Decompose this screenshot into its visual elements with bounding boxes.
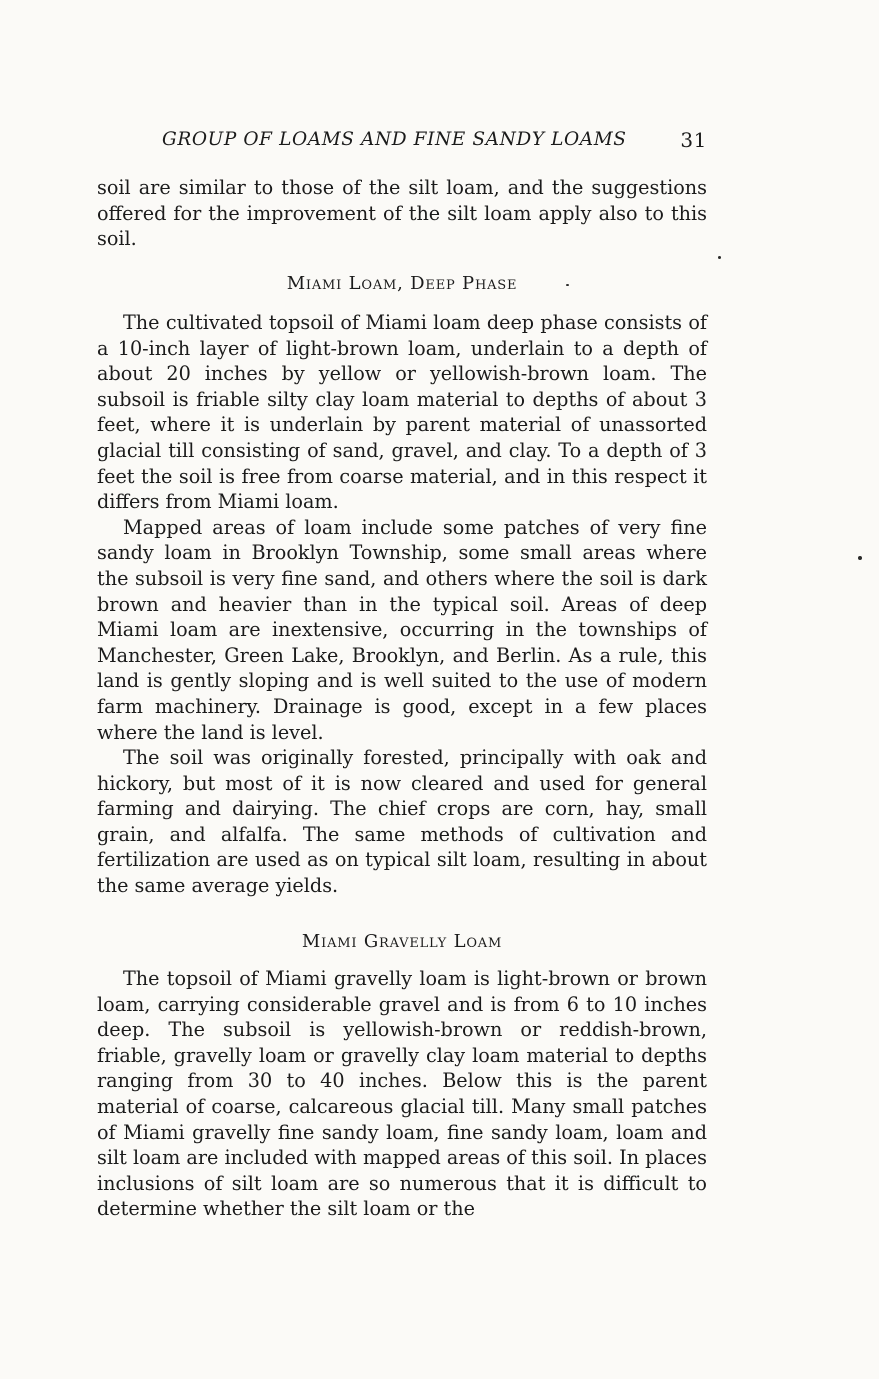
- paragraph: Mapped areas of loam include some patches of very fine sandy loam in Brooklyn Township, some small areas where the subsoil is very fine sand, and others where the soil is dark brown and heavier than in the typical soil. Areas of deep Miami loam are inextensive, occurring in the townships of Manchester, Green Lake, Brooklyn, and Berlin. As a rule, this land is gently sloping and is well suited to the use of modern farm machinery. Drainage is good, except in a few places where the land is level.: [97, 515, 707, 744]
- print-speck: [718, 256, 721, 259]
- page-number: 31: [680, 128, 707, 152]
- section-body-miami-loam-deep-phase: [97, 310, 707, 899]
- paragraph: The soil was originally forested, principally with oak and hickory, but most of it is now cleared and used for general farming and dairying. The chief crops are corn, hay, small grain, and alfalfa. The same methods of cultivation and fertilization are used as on typical silt loam, resulting in about the same average yields.: [97, 746, 707, 898]
- section-heading-miami-gravelly-loam: Miami Gravelly Loam: [301, 931, 503, 952]
- print-speck: [566, 284, 569, 286]
- running-title: GROUP OF LOAMS AND FINE SANDY LOAMS: [162, 129, 627, 150]
- intro-paragraph: soil are similar to those of the silt loam, and the suggestions offered for the improvement of the silt loam apply also to this soil.: [97, 176, 707, 251]
- paragraph: The topsoil of Miami gravelly loam is light-brown or brown loam, carrying considerable gravel and is from 6 to 10 inches deep. The subsoil is yellowish-brown or reddish-brown, friable, gravelly loam or gravelly clay loam material to depths ranging from 30 to 40 inches. Below this is the parent material of coarse, calcareous glacial till. Many small patches of Miami gravelly fine sandy loam, fine sandy loam, loam and silt loam are included with mapped areas of this soil. In places inclusions of silt loam are so numerous that it is difficult to determine whether the silt loam or the: [97, 967, 707, 1221]
- section-heading-miami-loam-deep-phase: Miami Loam, Deep Phase: [286, 273, 518, 294]
- print-speck: [858, 556, 862, 560]
- paragraph: The cultivated topsoil of Miami loam deep phase consists of a 10-inch layer of light-brown loam, underlain to a depth of about 20 inches by yellow or yellowish-brown loam. The subsoil is friable silty clay loam material to depths of about 3 feet, where it is underlain by parent material of unassorted glacial till consisting of sand, gravel, and clay. To a depth of 3 feet the soil is free from coarse material, and in this respect it differs from Miami loam.: [97, 311, 707, 514]
- section-body-miami-gravelly-loam: [97, 966, 707, 1222]
- intro-paragraph-block: [97, 175, 707, 252]
